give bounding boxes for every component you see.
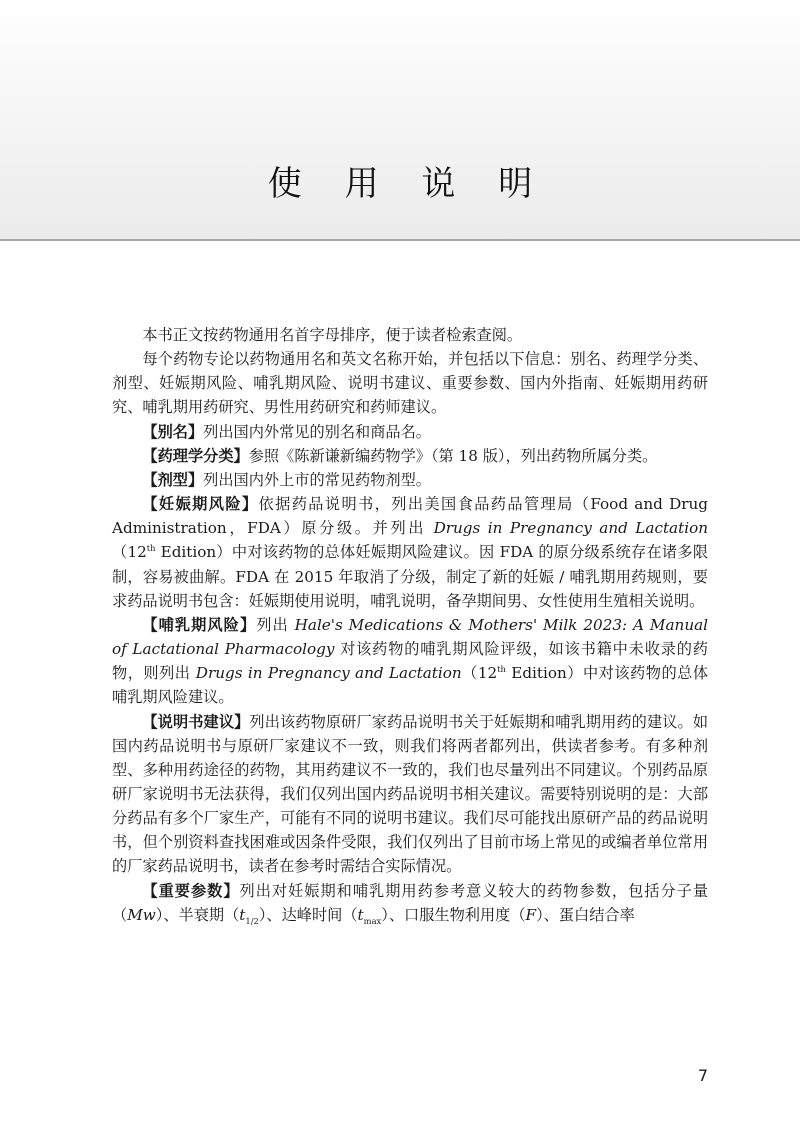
paragraph-overview: 每个药物专论以药物通用名和英文名称开始，并包括以下信息：别名、药理学分类、剂型、妊娠期风险、哺乳期风险、说明书建议、重要参数、国内外指南、妊娠期用药研究、哺乳期用药研究、男性用药研究和药师建议。 bbox=[112, 350, 708, 417]
lactation-risk-text-1: 列出 bbox=[256, 615, 295, 634]
dosage-form-label: 【剂型】 bbox=[142, 470, 204, 489]
key-parameters-text: ）、蛋白结合率 bbox=[536, 905, 635, 924]
paragraph-key-parameters bbox=[112, 879, 708, 927]
label-advice-label: 【说明书建议】 bbox=[142, 712, 250, 731]
alias-text: 列出国内外常见的别名和商品名。 bbox=[203, 422, 431, 441]
edition-superscript: th bbox=[146, 543, 156, 554]
dosage-form-text: 列出国内外上市的常见药物剂型。 bbox=[203, 470, 431, 489]
subscript-half: 1/2 bbox=[245, 915, 259, 926]
paragraph-label-advice bbox=[112, 710, 708, 879]
key-parameters-text: ）、半衰期（ bbox=[155, 905, 240, 924]
pregnancy-risk-text-2: 中对该药物的总体妊娠期风险建议。因 FDA 的原分级系统存在诸多限制，容易被曲解。FDA 在 2015 年取消了分级，制定了新的妊娠 / 哺乳期用药规则，要求药品说明书包含：妊娠期使用说明，哺乳说明，备孕期间男、女性使用生殖相关说明。 bbox=[112, 543, 709, 610]
lactation-risk-text-3: 中对该药物的总体哺乳期风险建议。 bbox=[112, 664, 709, 707]
page-number: 7 bbox=[697, 1066, 708, 1085]
pregnancy-risk-text-1: 依据药品说明书，列出美国食品药品管理局（Food and Drug Administration，FDA）原分级。并列出 bbox=[112, 495, 709, 538]
page-title: 使 用 说 明 bbox=[267, 164, 549, 204]
paragraph-pregnancy-risk bbox=[112, 492, 708, 613]
symbol-t: t bbox=[357, 905, 364, 924]
key-parameters-label: 【重要参数】 bbox=[142, 881, 240, 900]
symbol-t: t bbox=[239, 905, 246, 924]
key-parameters-text: ）、达峰时间（ bbox=[258, 905, 358, 924]
edition-superscript: th bbox=[497, 664, 506, 675]
subscript-max: max bbox=[363, 915, 382, 926]
edition-open: （12 bbox=[112, 543, 147, 562]
body-text bbox=[112, 323, 708, 927]
book-title: Drugs in Pregnancy and Lactation bbox=[195, 664, 462, 683]
edition-close: Edition） bbox=[155, 543, 232, 562]
paragraph-pharmacology bbox=[112, 444, 708, 468]
pharmacology-text: 参照《陈新谦新编药物学》（第 18 版），列出药物所属分类。 bbox=[248, 446, 658, 465]
pregnancy-risk-label: 【妊娠期风险】 bbox=[142, 495, 259, 514]
key-parameters-text: 列出对妊娠期和哺乳期用药参考意义较大的药物参数，包括分子量（ bbox=[112, 881, 709, 924]
header-divider bbox=[0, 239, 800, 241]
edition-close: Edition） bbox=[505, 664, 583, 683]
book-title: Drugs in Pregnancy and Lactation bbox=[433, 519, 708, 538]
symbol-f: F bbox=[525, 905, 537, 924]
edition-open: （12 bbox=[461, 664, 498, 683]
paragraph-lactation-risk bbox=[112, 613, 708, 710]
alias-label: 【别名】 bbox=[142, 422, 204, 441]
pharmacology-label: 【药理学分类】 bbox=[142, 446, 249, 465]
lactation-risk-text-2: 对该药物的哺乳期风险评级，如该书籍中未收录的药物，则列出 bbox=[112, 640, 708, 683]
symbol-mw: Mw bbox=[127, 905, 156, 924]
lactation-risk-label: 【哺乳期风险】 bbox=[142, 615, 257, 634]
label-advice-text: 列出该药物原研厂家药品说明书关于妊娠期和哺乳期用药的建议。如国内药品说明书与原研厂家建议不一致，则我们将两者都列出，供读者参考。有多种剂型、多种用药途径的药物，其用药建议不一致的，我们也尽量列出不同建议。个别药品原研厂家说明书无法获得，我们仅列出国内药品说明书相关建议。需要特别说明的是：大部分药品有多个厂家生产，可能有不同的说明书建议。我们尽可能找出原研产品的药品说明书，但个别资料查找困难或因条件受限，我们仅列出了目前市场上常见的或编者单位常用的厂家药品说明书，读者在参考时需结合实际情况。 bbox=[112, 712, 709, 876]
book-title: Hale's Medications & Mothers' Milk 2023: A Manual of Lactational Pharmacology bbox=[112, 615, 709, 659]
paragraph-intro: 本书正文按药物通用名首字母排序，便于读者检索查阅。 bbox=[142, 326, 523, 344]
key-parameters-text: ）、口服生物利用度（ bbox=[381, 905, 526, 924]
paragraph-dosage-form bbox=[112, 468, 708, 492]
paragraph-alias bbox=[112, 420, 708, 444]
